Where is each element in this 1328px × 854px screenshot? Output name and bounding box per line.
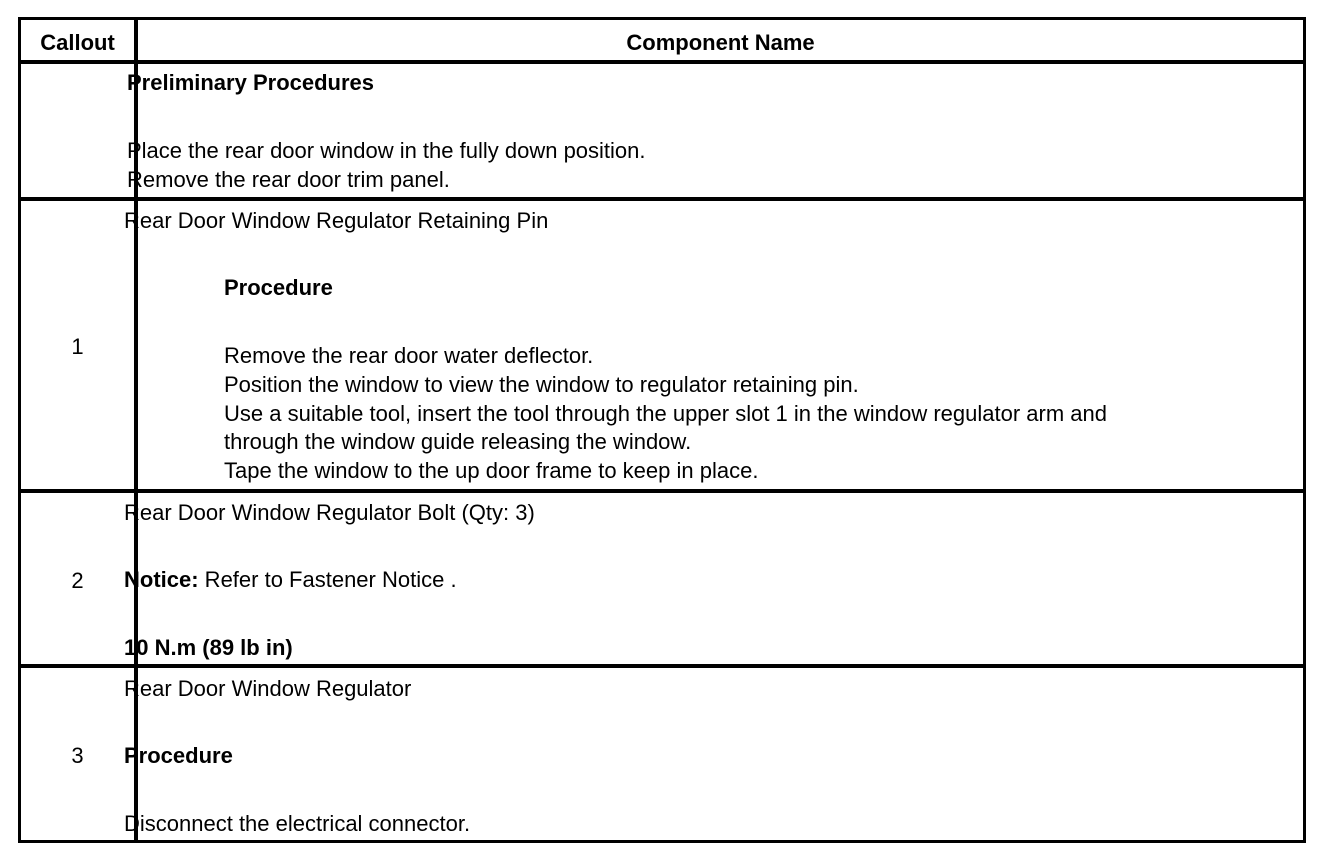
torque-spec: 10 N.m (89 lb in) — [124, 635, 293, 660]
row-divider — [21, 489, 1303, 493]
component-name: Rear Door Window Regulator Retaining Pin — [124, 208, 549, 233]
procedure-step: Disconnect the electrical connector. — [124, 811, 471, 836]
preliminary-step: Remove the rear door trim panel. — [127, 167, 450, 192]
procedure-heading: Procedure — [224, 275, 333, 300]
row-divider — [21, 664, 1303, 668]
notice-text: Refer to Fastener Notice . — [198, 567, 457, 592]
header-callout: Callout — [40, 30, 115, 55]
callout-number: 1 — [71, 334, 84, 359]
notice-label: Notice: — [124, 567, 199, 592]
procedure-step: through the window guide releasing the window. — [224, 429, 692, 454]
procedure-step: Position the window to view the window to regulator retaining pin. — [224, 372, 859, 397]
preliminary-title: Preliminary Procedures — [127, 70, 375, 95]
component-name: Rear Door Window Regulator Bolt (Qty: 3) — [124, 500, 535, 525]
notice-line — [124, 566, 457, 595]
procedure-step: Remove the rear door water deflector. — [224, 343, 594, 368]
procedure-heading: Procedure — [124, 743, 233, 768]
callout-number: 3 — [71, 743, 84, 768]
component-name: Rear Door Window Regulator — [124, 676, 412, 701]
callout-number: 2 — [71, 568, 84, 593]
header-divider — [21, 60, 1303, 64]
procedure-step: Tape the window to the up door frame to keep in place. — [224, 458, 759, 483]
preliminary-step: Place the rear door window in the fully down position. — [127, 138, 646, 163]
procedure-table — [18, 17, 1306, 843]
procedure-step: Use a suitable tool, insert the tool through the upper slot 1 in the window regulator arm and — [224, 401, 1107, 426]
header-component-name: Component Name — [626, 30, 815, 55]
row-divider — [21, 197, 1303, 201]
